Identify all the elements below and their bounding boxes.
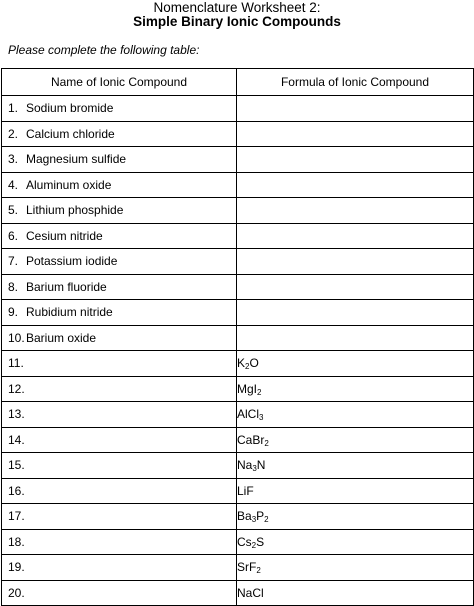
compound-formula-cell: [237, 300, 474, 326]
row-number: 7.: [8, 254, 19, 269]
row-number: 17.: [8, 509, 25, 524]
compound-name: Calcium chloride: [26, 126, 115, 141]
compound-formula-cell: [237, 376, 474, 402]
formula-symbol: K: [237, 356, 246, 371]
compound-name-cell: [2, 121, 237, 147]
compound-formula: [237, 356, 259, 370]
formula-subscript: 3: [252, 464, 257, 474]
worksheet-title: Nomenclature Worksheet 2:: [153, 0, 321, 15]
compound-name: Magnesium sulfide: [26, 152, 127, 167]
table-row: [2, 555, 474, 581]
compound-formula: [237, 586, 264, 600]
compound-name-cell: [2, 351, 237, 377]
instructions-text: Please complete the following table:: [8, 43, 200, 57]
compound-formula: [237, 407, 263, 421]
compound-formula: [237, 484, 254, 498]
compound-name: Potassium iodide: [26, 254, 118, 269]
table-header-row: [2, 69, 474, 96]
formula-subscript: 2: [245, 362, 250, 372]
row-number: 19.: [8, 560, 25, 575]
table-body: [2, 96, 474, 606]
compound-formula-cell: [237, 223, 474, 249]
formula-symbol: NaCl: [237, 585, 264, 600]
table-row: [2, 249, 474, 275]
table-row: [2, 376, 474, 402]
formula-symbol: O: [249, 356, 259, 371]
compound-name-cell: [2, 249, 237, 275]
formula-symbol: AlCl: [237, 407, 260, 422]
table-row: [2, 453, 474, 479]
compound-name-cell: [2, 147, 237, 173]
compound-name: Aluminum oxide: [26, 177, 112, 192]
formula-subscript: 2: [256, 566, 261, 576]
compound-formula-cell: [237, 249, 474, 275]
compound-name-cell: [2, 529, 237, 555]
row-number: 3.: [8, 152, 19, 167]
compound-formula-cell: [237, 453, 474, 479]
compound-name: Barium oxide: [26, 330, 97, 345]
compound-name: Sodium bromide: [26, 101, 114, 116]
compound-name-cell: [2, 325, 237, 351]
compound-formula: [237, 509, 269, 523]
row-number: 20.: [8, 585, 25, 600]
row-number: 13.: [8, 407, 25, 422]
table-row: [2, 402, 474, 428]
compound-name: Rubidium nitride: [26, 305, 113, 320]
compound-formula-cell: [237, 147, 474, 173]
compound-name-cell: [2, 274, 237, 300]
table-row: [2, 351, 474, 377]
row-number: 5.: [8, 203, 19, 218]
row-number: 9.: [8, 305, 19, 320]
worksheet-subtitle: Simple Binary Ionic Compounds: [133, 14, 341, 29]
formula-subscript: 3: [251, 515, 257, 525]
row-number: 4.: [8, 177, 19, 192]
row-number: 16.: [8, 483, 25, 498]
formula-subscript: 2: [251, 540, 257, 550]
row-number: 6.: [8, 228, 19, 243]
row-number: 15.: [8, 458, 25, 473]
compound-formula-cell: [237, 325, 474, 351]
compound-formula: [237, 560, 261, 574]
formula-symbol: P: [256, 509, 265, 524]
compound-name-cell: [2, 198, 237, 224]
compound-formula-cell: [237, 274, 474, 300]
formula-subscript: 2: [264, 515, 269, 525]
compound-name-cell: [2, 223, 237, 249]
compound-formula: [237, 458, 265, 472]
compound-name-cell: [2, 96, 237, 122]
table-row: [2, 96, 474, 122]
row-number: 1.: [8, 101, 19, 116]
compound-formula: [237, 535, 264, 549]
formula-subscript: 3: [259, 413, 264, 423]
table-row: [2, 478, 474, 504]
compound-formula-cell: [237, 172, 474, 198]
compound-formula: [237, 433, 269, 447]
compound-name-cell: [2, 478, 237, 504]
table-row: [2, 274, 474, 300]
compound-name-cell: [2, 427, 237, 453]
compound-formula-cell: [237, 504, 474, 530]
compound-name-cell: [2, 376, 237, 402]
row-number: 14.: [8, 432, 25, 447]
formula-symbol: SrF: [237, 560, 257, 575]
row-number: 18.: [8, 534, 25, 549]
table-row: [2, 529, 474, 555]
formula-symbol: Na: [237, 458, 253, 473]
table-row: [2, 580, 474, 606]
compound-name-cell: [2, 402, 237, 428]
row-number: 2.: [8, 126, 19, 141]
compound-name-cell: [2, 555, 237, 581]
formula-symbol: S: [256, 534, 265, 549]
formula-symbol: Ba: [237, 509, 252, 524]
row-number: 10.: [8, 330, 25, 345]
column-header-name: Name of Ionic Compound: [2, 69, 237, 96]
compound-formula-cell: [237, 427, 474, 453]
compound-name-cell: [2, 504, 237, 530]
compound-formula-cell: [237, 529, 474, 555]
compound-formula-cell: [237, 96, 474, 122]
table-row: [2, 427, 474, 453]
table-row: [2, 147, 474, 173]
column-header-formula: Formula of Ionic Compound: [237, 69, 474, 96]
formula-symbol: Cs: [237, 534, 252, 549]
compound-formula-cell: [237, 402, 474, 428]
compound-name-cell: [2, 580, 237, 606]
formula-symbol: MgI: [237, 381, 258, 396]
row-number: 11.: [8, 356, 24, 371]
compound-name: Barium fluoride: [26, 279, 107, 294]
compound-formula-cell: [237, 478, 474, 504]
compound-name-cell: [2, 300, 237, 326]
table-row: [2, 121, 474, 147]
table-row: [2, 504, 474, 530]
table-row: [2, 198, 474, 224]
compound-formula-cell: [237, 555, 474, 581]
compound-table: [1, 68, 474, 606]
table-row: [2, 300, 474, 326]
compound-name-cell: [2, 172, 237, 198]
compound-formula-cell: [237, 121, 474, 147]
formula-symbol: CaBr: [237, 432, 265, 447]
formula-symbol: LiF: [237, 483, 254, 498]
table-row: [2, 172, 474, 198]
formula-subscript: 2: [264, 438, 269, 448]
formula-subscript: 2: [257, 387, 262, 397]
compound-name-cell: [2, 453, 237, 479]
row-number: 8.: [8, 279, 19, 294]
row-number: 12.: [8, 381, 25, 396]
compound-name: Lithium phosphide: [26, 203, 124, 218]
formula-symbol: N: [256, 458, 266, 473]
compound-formula-cell: [237, 198, 474, 224]
table-row: [2, 325, 474, 351]
compound-formula-cell: [237, 580, 474, 606]
compound-formula-cell: [237, 351, 474, 377]
compound-name: Cesium nitride: [26, 228, 103, 243]
compound-formula: [237, 382, 261, 396]
table-row: [2, 223, 474, 249]
